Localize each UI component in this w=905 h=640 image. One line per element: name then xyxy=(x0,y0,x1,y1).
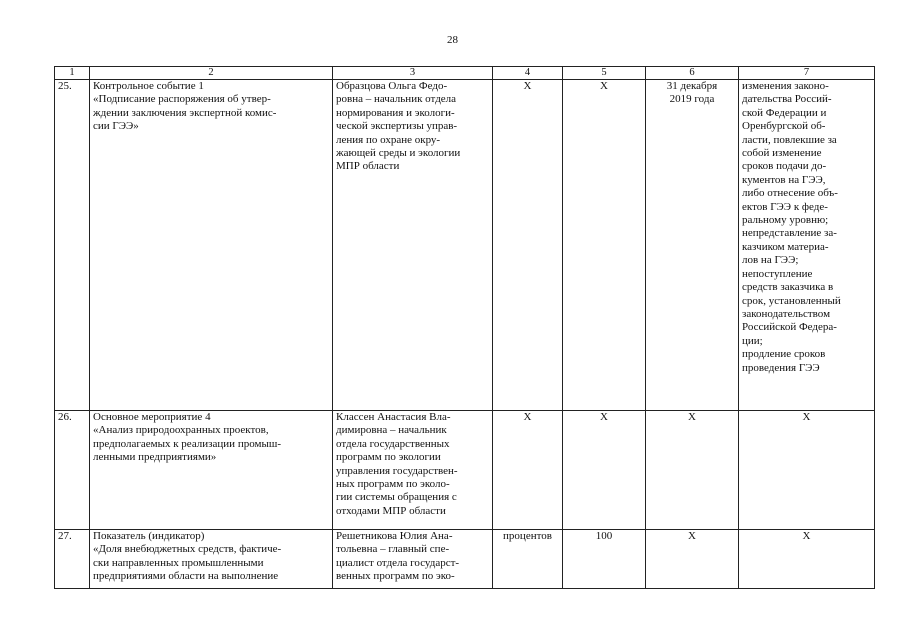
responsible-line: программ по экологии xyxy=(336,451,441,464)
table-row xyxy=(55,411,875,530)
risks-line: изменения законо- xyxy=(742,80,829,92)
name-cell xyxy=(90,530,333,589)
risks-line: либо отнесение объ- xyxy=(742,187,838,200)
risks-line: Х xyxy=(802,530,811,542)
name-line: «Доля внебюджетных средств, фактиче- xyxy=(93,543,282,556)
risks-cell xyxy=(739,411,875,530)
name-line: ленными предприятиями» xyxy=(93,451,217,464)
risks-line: проведения ГЭЭ xyxy=(742,361,820,374)
responsible-line: отдела государственных xyxy=(336,437,450,450)
risks-line: кументов на ГЭЭ, xyxy=(742,173,826,186)
risks-cell xyxy=(739,530,875,589)
risks-cell xyxy=(739,80,875,411)
header-col-1: 1 xyxy=(55,67,90,80)
risks-line: срок, установленный xyxy=(742,294,841,307)
col5-value: 100 xyxy=(595,530,613,542)
risks-line: казчиком материа- xyxy=(742,240,829,253)
header-col-5: 5 xyxy=(563,67,646,80)
deadline-line: Х xyxy=(688,530,696,542)
deadline-cell xyxy=(646,411,739,530)
risks-line: непредставление за- xyxy=(742,227,837,240)
name-line: «Подписание распоряжения об утвер- xyxy=(93,93,271,106)
name-cell xyxy=(90,411,333,530)
deadline-cell xyxy=(646,530,739,589)
row-number-cell xyxy=(55,411,90,530)
table-header-row xyxy=(55,67,875,80)
risks-line: ральному уровню; xyxy=(742,214,829,227)
name-cell xyxy=(90,80,333,411)
header-col-3: 3 xyxy=(333,67,493,80)
responsible-line: отходами МПР области xyxy=(336,504,446,517)
deadline-line: 31 декабря xyxy=(666,80,718,92)
name-line: Основное мероприятие 4 xyxy=(93,411,211,423)
responsible-line: димировна – начальник xyxy=(336,424,447,437)
risks-line: сроков подачи до- xyxy=(742,160,827,173)
risks-line: законодательством xyxy=(742,307,831,320)
responsible-line: Решетникова Юлия Ана- xyxy=(336,530,453,542)
name-line: предприятиями области на выполнение xyxy=(93,570,279,583)
risks-line: Оренбургской об- xyxy=(742,120,826,133)
name-line: ждении заключения экспертной комис- xyxy=(93,106,277,119)
responsible-line: МПР области xyxy=(336,160,400,173)
responsible-line: венных программ по эко- xyxy=(336,570,455,583)
col5-value: Х xyxy=(600,411,608,423)
row-number: 25. xyxy=(58,80,72,92)
table-row xyxy=(55,530,875,589)
responsible-line: ления по охране окру- xyxy=(336,133,441,146)
col4-cell xyxy=(493,411,563,530)
responsible-line: циалист отдела государст- xyxy=(336,556,460,569)
responsible-line: Классен Анастасия Вла- xyxy=(336,411,451,423)
col5-value: Х xyxy=(600,80,608,92)
table-row xyxy=(55,80,875,411)
responsible-line: тольевна – главный спе- xyxy=(336,543,450,556)
header-col-2: 2 xyxy=(90,67,333,80)
responsible-line: жающей среды и экологии xyxy=(336,147,461,160)
deadline-line: 2019 года xyxy=(669,93,715,106)
name-line: сии ГЭЭ» xyxy=(93,120,139,133)
col5-cell xyxy=(563,411,646,530)
responsible-line: нормирования и экологи- xyxy=(336,106,455,119)
row-number-cell xyxy=(55,530,90,589)
header-col-7: 7 xyxy=(739,67,875,80)
col4-value: процентов xyxy=(503,530,552,542)
risks-line: Х xyxy=(802,411,811,423)
risks-line: непоступление xyxy=(742,267,813,280)
risks-line: собой изменение xyxy=(742,147,822,160)
responsible-line: гии системы обращения с xyxy=(336,491,457,504)
col5-cell xyxy=(563,530,646,589)
page-number: 28 xyxy=(447,34,458,46)
row-number-cell xyxy=(55,80,90,411)
name-line: Контрольное событие 1 xyxy=(93,80,204,92)
name-line: ски направленных промышленными xyxy=(93,556,264,569)
col5-cell xyxy=(563,80,646,411)
name-line: Показатель (индикатор) xyxy=(93,530,205,542)
col4-cell xyxy=(493,530,563,589)
risks-line: средств заказчика в xyxy=(742,281,834,294)
risks-line: ектов ГЭЭ к феде- xyxy=(742,200,828,213)
deadline-line: Х xyxy=(688,411,696,423)
name-line: «Анализ природоохранных проектов, xyxy=(93,424,269,437)
row-number: 27. xyxy=(58,530,72,542)
risks-line: лов на ГЭЭ; xyxy=(742,254,799,267)
deadline-cell xyxy=(646,80,739,411)
responsible-line: ческой экспертизы управ- xyxy=(336,120,458,133)
col4-value: Х xyxy=(523,80,532,92)
header-col-4: 4 xyxy=(493,67,563,80)
responsible-cell xyxy=(333,411,493,530)
responsible-line: ных программ по эколо- xyxy=(336,478,450,491)
risks-line: ской Федерации и xyxy=(742,106,827,119)
risks-line: ласти, повлекшие за xyxy=(742,133,837,146)
row-number: 26. xyxy=(58,411,72,423)
responsible-cell xyxy=(333,80,493,411)
risks-line: дательства Россий- xyxy=(742,93,832,106)
risks-line: Российской Федера- xyxy=(742,321,837,334)
risks-line: продление сроков xyxy=(742,348,826,361)
responsible-line: Образцова Ольга Федо- xyxy=(336,80,448,92)
responsible-cell xyxy=(333,530,493,589)
col4-cell xyxy=(493,80,563,411)
responsible-line: управления государствен- xyxy=(336,464,458,477)
risks-line: ции; xyxy=(742,334,763,347)
header-col-6: 6 xyxy=(646,67,739,80)
col4-value: Х xyxy=(523,411,532,423)
responsible-line: ровна – начальник отдела xyxy=(336,93,457,106)
name-line: предполагаемых к реализации промыш- xyxy=(93,437,281,450)
document-table xyxy=(54,66,875,589)
